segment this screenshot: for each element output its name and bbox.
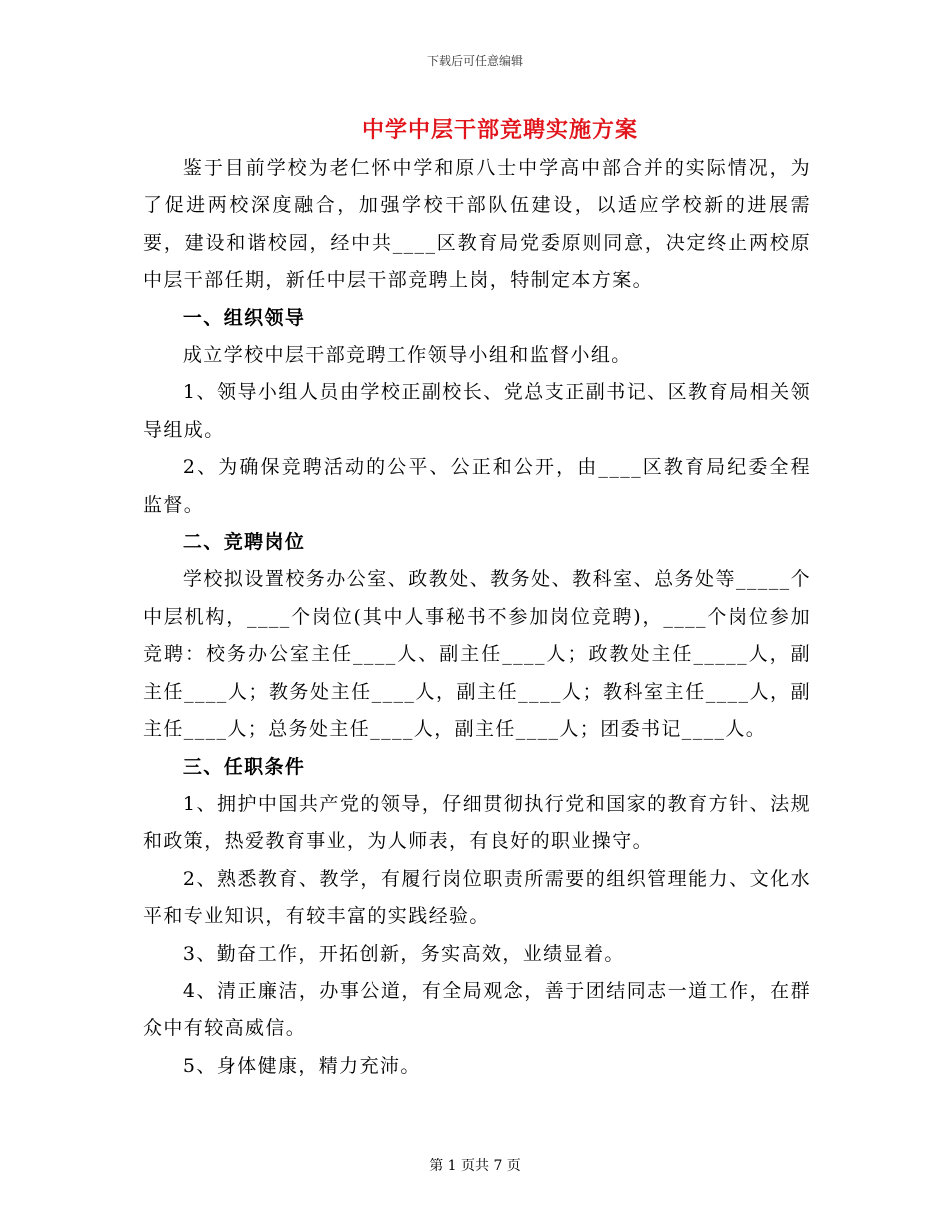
- organization-item-2: 2、为确保竞聘活动的公平、公正和公开，由____区教育局纪委全程监督。: [143, 456, 811, 516]
- header-note: 下载后可任意编辑: [426, 54, 523, 68]
- qualification-item-4: 4、清正廉洁，办事公道，有全局观念，善于团结同志一道工作，在群众中有较高威信。: [143, 979, 811, 1040]
- section-heading-positions: 二、竞聘岗位: [182, 531, 306, 554]
- document-title: 中学中层干部竞聘实施方案: [361, 117, 638, 143]
- qualification-item-5: 5、身体健康，精力充沛。: [182, 1054, 421, 1077]
- section-heading-qualifications: 三、任职条件: [182, 755, 306, 778]
- page-number-footer: 第 1 页共 7 页: [429, 1158, 521, 1174]
- positions-paragraph: 学校拟设置校务办公室、政教处、教务处、教科室、总务处等_____个中层机构，____个岗位(其中人事秘书不参加岗位竞聘)，____个岗位参加竞聘：校务办公室主任____人、副主任____人；政教处主任_____人，副主任____人；教务处主任____人，副主任____人；教科室主任____人，副主任____人；总务处主任____人，副主任____人；团委书记____人。: [143, 568, 811, 741]
- section-heading-organization: 一、组织领导: [182, 306, 306, 329]
- document-body: [143, 150, 811, 1085]
- qualification-item-1: 1、拥护中国共产党的领导，仔细贯彻执行党和国家的教育方针、法规和政策，热爱教育事业，为人师表，有良好的职业操守。: [143, 792, 811, 853]
- qualification-item-3: 3、勤奋工作，开拓创新，务实高效，业绩显着。: [182, 942, 625, 965]
- qualification-item-2: 2、熟悉教育、教学，有履行岗位职责所需要的组织管理能力、文化水平和专业知识，有较丰富的实践经验。: [143, 867, 811, 928]
- organization-item-1: 1、领导小组人员由学校正副校长、党总支正副书记、区教育局相关领导组成。: [143, 381, 811, 441]
- organization-paragraph: 成立学校中层干部竞聘工作领导小组和监督小组。: [182, 344, 632, 367]
- intro-paragraph: 鉴于目前学校为老仁怀中学和原八士中学高中部合并的实际情况，为了促进两校深度融合，加强学校干部队伍建设，以适应学校新的进展需要，建设和谐校园，经中共____区教育局党委原则同意，决定终止两校原中层干部任期，新任中层干部竞聘上岗，特制定本方案。: [143, 157, 811, 292]
